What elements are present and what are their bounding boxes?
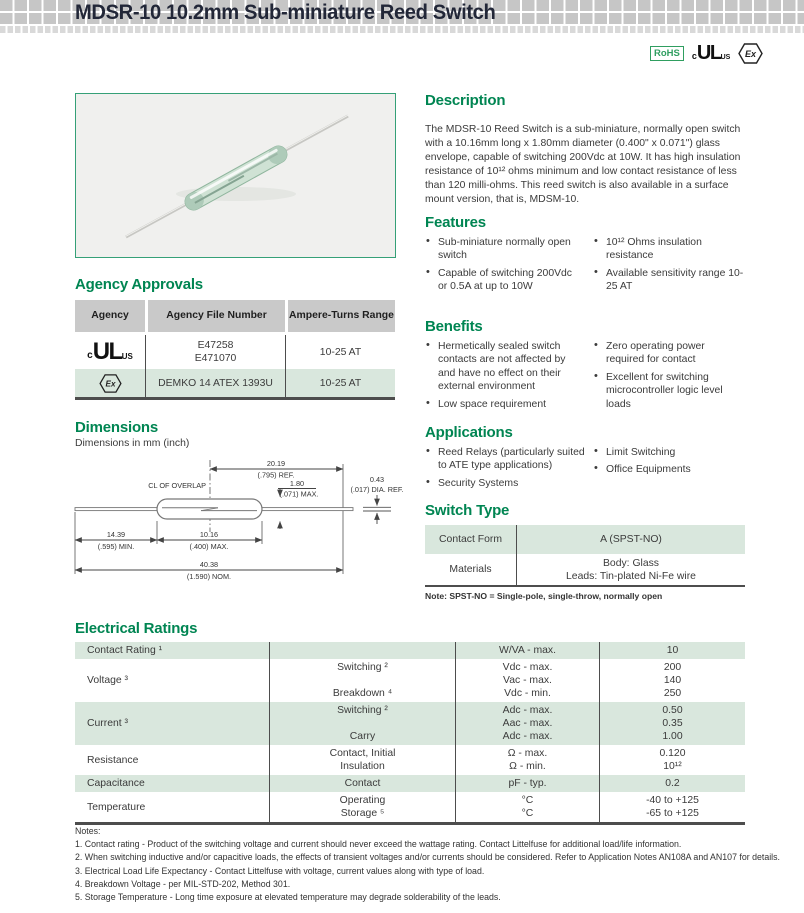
note-item: 1. Contact rating - Product of the switching voltage and current should never exceed the wattage rating. Contact Littelfuse for additional load/life information.: [75, 839, 682, 850]
parameter-name: Resistance: [75, 745, 270, 775]
dim-lead-dia-value: 0.43: [369, 475, 385, 484]
col-header-agency: Agency: [91, 310, 129, 321]
list-item: • Excellent for switching microcontroller logic level loads: [593, 371, 745, 411]
materials-value: Body: Glass Leads: Tin-plated Ni-Fe wire: [566, 557, 696, 582]
page-title: MDSR-10 10.2mm Sub-miniature Reed Switch: [75, 1, 496, 24]
list-item: • Zero operating power required for contact: [593, 340, 745, 367]
list-item: • Low space requirement: [425, 398, 583, 411]
list-item: • Hermetically sealed switch contacts are not affected by and have no effect on their external environment: [425, 340, 583, 394]
dim-lead-len-inch: (.595) MIN.: [97, 542, 135, 551]
switch-type-note: Note: SPST-NO = Single-pole, single-throw, normally open: [425, 591, 663, 601]
svg-text:Ex: Ex: [105, 378, 115, 388]
dim-total-len-value: 40.38: [199, 560, 219, 569]
ampere-turns-range: 10-25 AT: [285, 335, 395, 369]
table-row: [425, 525, 745, 554]
reed-switch-photo-graphic: [76, 94, 395, 257]
parameter-name: Current ³: [75, 702, 270, 745]
contact-form-value: A (SPST-NO): [600, 534, 662, 545]
header-grid-pattern-bottom: [0, 26, 804, 33]
table-row: Temperature Operating Storage ⁵ °C °C -40 to +125 -65 to +125: [75, 792, 745, 822]
electrical-ratings-table: [75, 642, 745, 825]
list-item: • Limit Switching: [593, 446, 745, 459]
ex-text: Ex: [745, 48, 757, 59]
certification-badges: [650, 43, 763, 63]
agency-file-number: DEMKO 14 ATEX 1393U: [145, 369, 285, 397]
list-item: • Office Equipments: [593, 463, 745, 476]
agency-file-number: E47258 E471070: [145, 335, 285, 369]
rohs-badge: RoHS: [650, 46, 684, 61]
col-header-ampere-turns: Ampere-Turns Range: [285, 300, 395, 332]
agency-table-header: [75, 300, 395, 332]
benefits-heading: Benefits: [425, 318, 483, 335]
centerline-label: CL OF OVERLAP: [148, 481, 206, 490]
ex-logo: [75, 369, 145, 397]
dim-glass-dia-inch: (.071) MAX.: [279, 489, 319, 499]
parameter-name: Capacitance: [75, 775, 270, 792]
page-header: [0, 0, 804, 34]
benefits-list-right: [593, 340, 745, 415]
note-item: 2. When switching inductive and/or capacitive loads, the effects of transient voltages and/or currents should be considered. Refer to Application Notes AN108A and AN107 for details.: [75, 852, 780, 863]
note-item: 4. Breakdown Voltage - per MIL-STD-202, Method 301.: [75, 878, 291, 889]
list-item: • 10¹² Ohms insulation resistance: [593, 236, 745, 263]
dimensions-subtitle: Dimensions in mm (inch): [75, 438, 190, 449]
parameter-name: Temperature: [75, 792, 270, 822]
agency-approvals-table: [75, 300, 395, 400]
dim-lead-dia-inch: (.017) DIA. REF.: [350, 485, 404, 494]
dim-total-len-inch: (1.590) NOM.: [186, 572, 232, 581]
electrical-ratings-heading: Electrical Ratings: [75, 620, 198, 637]
contact-form-label: Contact Form: [425, 525, 517, 554]
materials-label: Materials: [425, 554, 517, 585]
dim-overall-value: 20.19: [266, 459, 286, 468]
list-item: • Sub-miniature normally open switch: [425, 236, 583, 263]
col-header-file-number: Agency File Number: [145, 300, 285, 332]
table-row: [75, 335, 395, 369]
benefits-list-left: [425, 340, 583, 415]
product-photo: [75, 93, 396, 258]
notes-label: Notes:: [75, 826, 101, 836]
table-row: Contact Rating ¹ W/VA - max. 10: [75, 642, 745, 659]
parameter-name: Voltage ³: [75, 659, 270, 702]
dim-glass-len-value: 10.16: [199, 530, 219, 539]
note-item: 5. Storage Temperature - Long time exposure at elevated temperature may degrade solderability of the leads.: [75, 892, 501, 903]
atex-ex-logo: [738, 43, 763, 64]
list-item: • Security Systems: [425, 477, 585, 490]
agency-approvals-heading: Agency Approvals: [75, 276, 203, 293]
footnotes: [75, 825, 804, 904]
parameter-name: Contact Rating ¹: [75, 642, 270, 659]
table-row: [75, 369, 395, 397]
table-row: Current ³ Switching ² Carry Adc - max. Aac - max. Adc - max. 0.50 0.35 1.00: [75, 702, 745, 745]
dim-lead-len-value: 14.39: [106, 530, 126, 539]
applications-list-left: [425, 446, 585, 494]
applications-heading: Applications: [425, 424, 513, 441]
dimension-drawing: [70, 452, 415, 600]
description-body: The MDSR-10 Reed Switch is a sub-miniature, normally open switch with a 10.16mm long x 1.80mm diameter (0.400" x 0.071") glass envelope, capable of switching 200Vdc at 10W. It has high insulation resistance of 10¹² ohms minimum and low contact resistance of less than 120 milli-ohms. This reed switch is also available in a surface mount version, that is, MDSM-10.: [425, 124, 741, 205]
dim-glass-dia-value: 1.80: [289, 479, 305, 488]
table-row: Voltage ³ Switching ² Breakdown ⁴ Vdc - max. Vac - max. Vdc - min. 200 140 250: [75, 659, 745, 702]
dim-overall-inch: (.795) REF.: [257, 470, 295, 480]
features-list-right: [593, 236, 745, 298]
list-item: • Capable of switching 200Vdc or 0.5A at up to 10W: [425, 267, 583, 294]
cul-us-logo: c UL US: [87, 338, 133, 365]
list-item: • Reed Relays (particularly suited to ATE type applications): [425, 446, 585, 473]
note-item: 3. Electrical Load Life Expectancy - Contact Littelfuse with voltage, current values along with type of load.: [75, 865, 485, 876]
table-row: Resistance Contact, Initial Insulation Ω - max. Ω - min. 0.120 10¹²: [75, 745, 745, 775]
list-item: • Available sensitivity range 10-25 AT: [593, 267, 745, 294]
features-list-left: [425, 236, 583, 298]
table-row: Capacitance Contact pF - typ. 0.2: [75, 775, 745, 792]
ampere-turns-range: 10-25 AT: [285, 369, 395, 397]
switch-type-table: [425, 525, 745, 587]
cul-us-logo: c UL US: [691, 41, 731, 64]
applications-list-right: [593, 446, 745, 481]
dimensions-heading: Dimensions: [75, 419, 159, 436]
table-row: [425, 554, 745, 585]
switch-type-heading: Switch Type: [425, 502, 510, 519]
dim-glass-len-inch: (.400) MAX.: [189, 542, 229, 551]
features-heading: Features: [425, 214, 486, 231]
description-heading: Description: [425, 92, 506, 109]
